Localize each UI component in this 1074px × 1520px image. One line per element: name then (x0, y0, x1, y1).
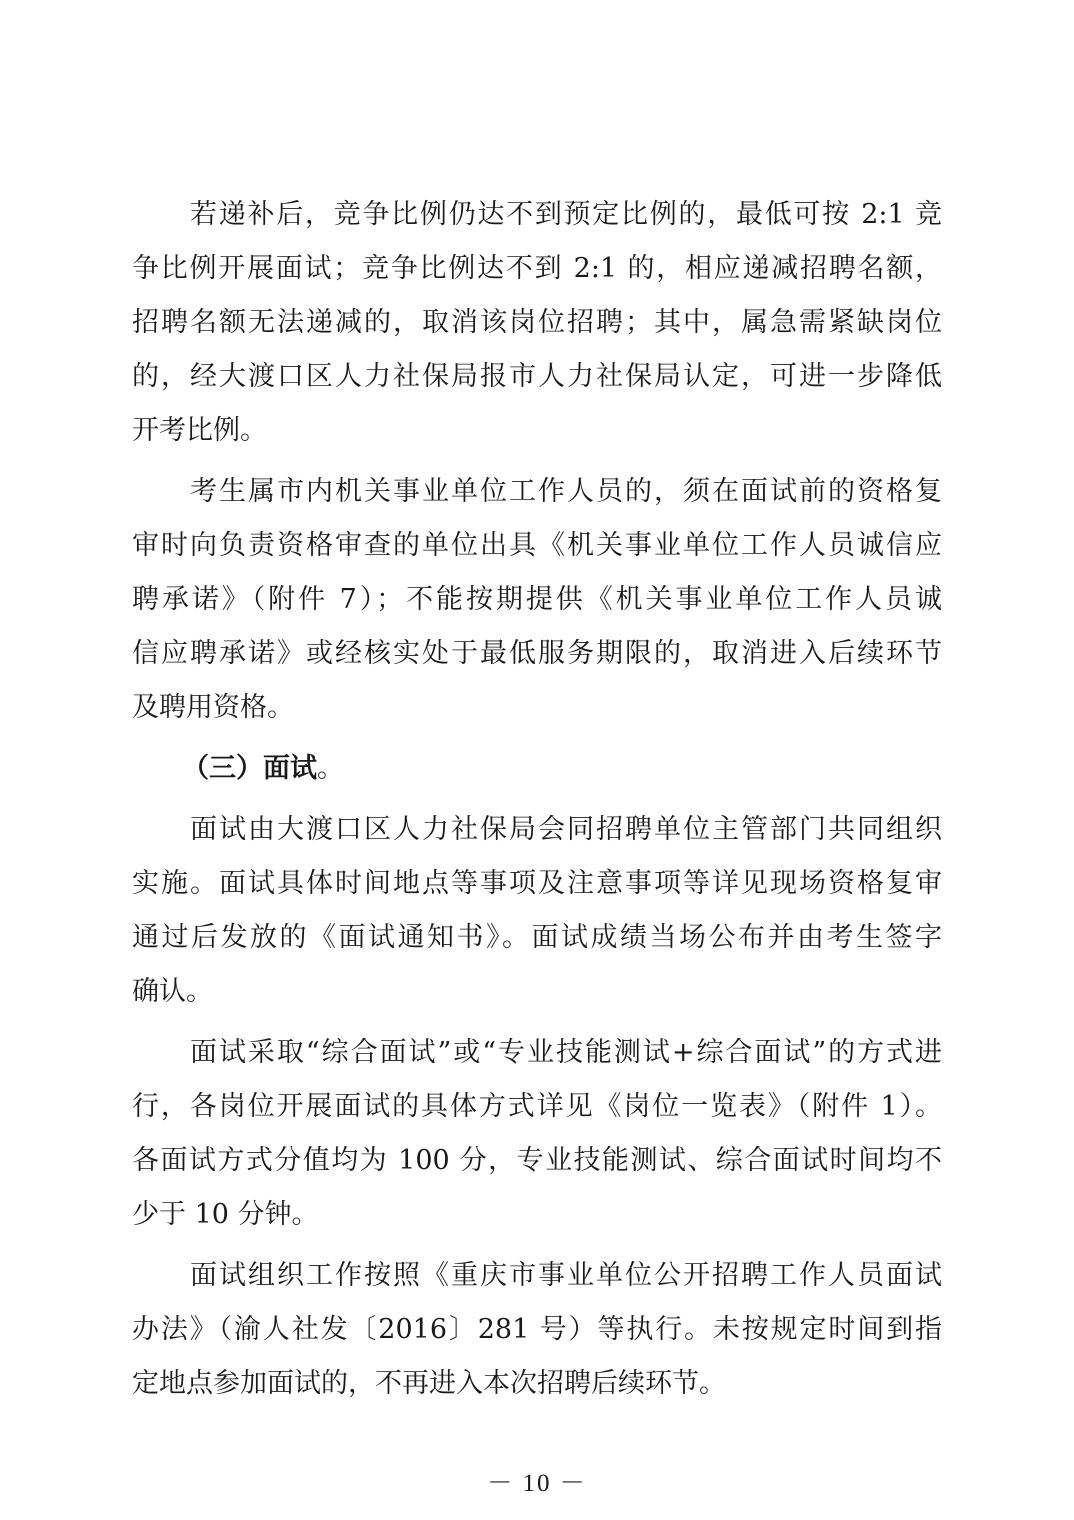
page-number: － 10 － (487, 1470, 587, 1497)
text-line: 通过后发放的《面试通知书》。面试成绩当场公布并由考生签字 (132, 922, 942, 953)
text-line: 招聘名额无法递减的，取消该岗位招聘；其中，属急需紧缺岗位 (132, 307, 942, 338)
text-line: 确认。 (132, 976, 213, 1007)
section-heading-interview (132, 742, 942, 796)
document-body (132, 188, 942, 1411)
text-line: 定地点参加面试的，不再进入本次招聘后续环节。 (132, 1368, 726, 1399)
text-line: 办法》（渝人社发〔2016〕281 号）等执行。未按规定时间到指 (132, 1314, 942, 1345)
section-heading-tail: 。 (317, 753, 344, 784)
text-line: 聘承诺》（附件 7）；不能按期提供《机关事业单位工作人员诚 (132, 584, 942, 615)
text-line: 面试由大渡口区人力社保局会同招聘单位主管部门共同组织 (190, 814, 942, 845)
text-line: 实施。面试具体时间地点等事项及注意事项等详见现场资格复审 (132, 868, 942, 899)
paragraph-ranking-ratio (132, 188, 942, 458)
section-heading-title: （三）面试 (182, 753, 317, 784)
text-line: 考生属市内机关事业单位工作人员的，须在面试前的资格复 (190, 476, 942, 507)
text-line: 少于 10 分钟。 (132, 1199, 319, 1230)
text-line: 各面试方式分值均为 100 分，专业技能测试、综合面试时间均不 (132, 1145, 942, 1176)
text-line: 面试组织工作按照《重庆市事业单位公开招聘工作人员面试 (190, 1260, 942, 1291)
text-line: 面试采取“综合面试”或“专业技能测试+综合面试”的方式进 (190, 1037, 942, 1068)
text-line: 信应聘承诺》或经核实处于最低服务期限的，取消进入后续环节 (132, 638, 942, 669)
text-line: 行，各岗位开展面试的具体方式详见《岗位一览表》（附件 1）。 (132, 1091, 942, 1122)
text-line: 争比例开展面试；竞争比例达不到 2:1 的，相应递减招聘名额， (132, 253, 942, 284)
text-line: 若递补后，竞争比例仍达不到预定比例的，最低可按 2:1 竞 (190, 199, 942, 230)
text-line: 开考比例。 (132, 415, 267, 446)
paragraph-integrity-commitment (132, 465, 942, 735)
text-line: 的，经大渡口区人力社保局报市人力社保局认定，可进一步降低 (132, 361, 942, 392)
paragraph-interview-rules (132, 1249, 942, 1411)
text-line: 及聘用资格。 (132, 692, 294, 723)
paragraph-interview-format (132, 1026, 942, 1242)
text-line: 审时向负责资格审查的单位出具《机关事业单位工作人员诚信应 (132, 530, 942, 561)
paragraph-interview-organization (132, 803, 942, 1019)
